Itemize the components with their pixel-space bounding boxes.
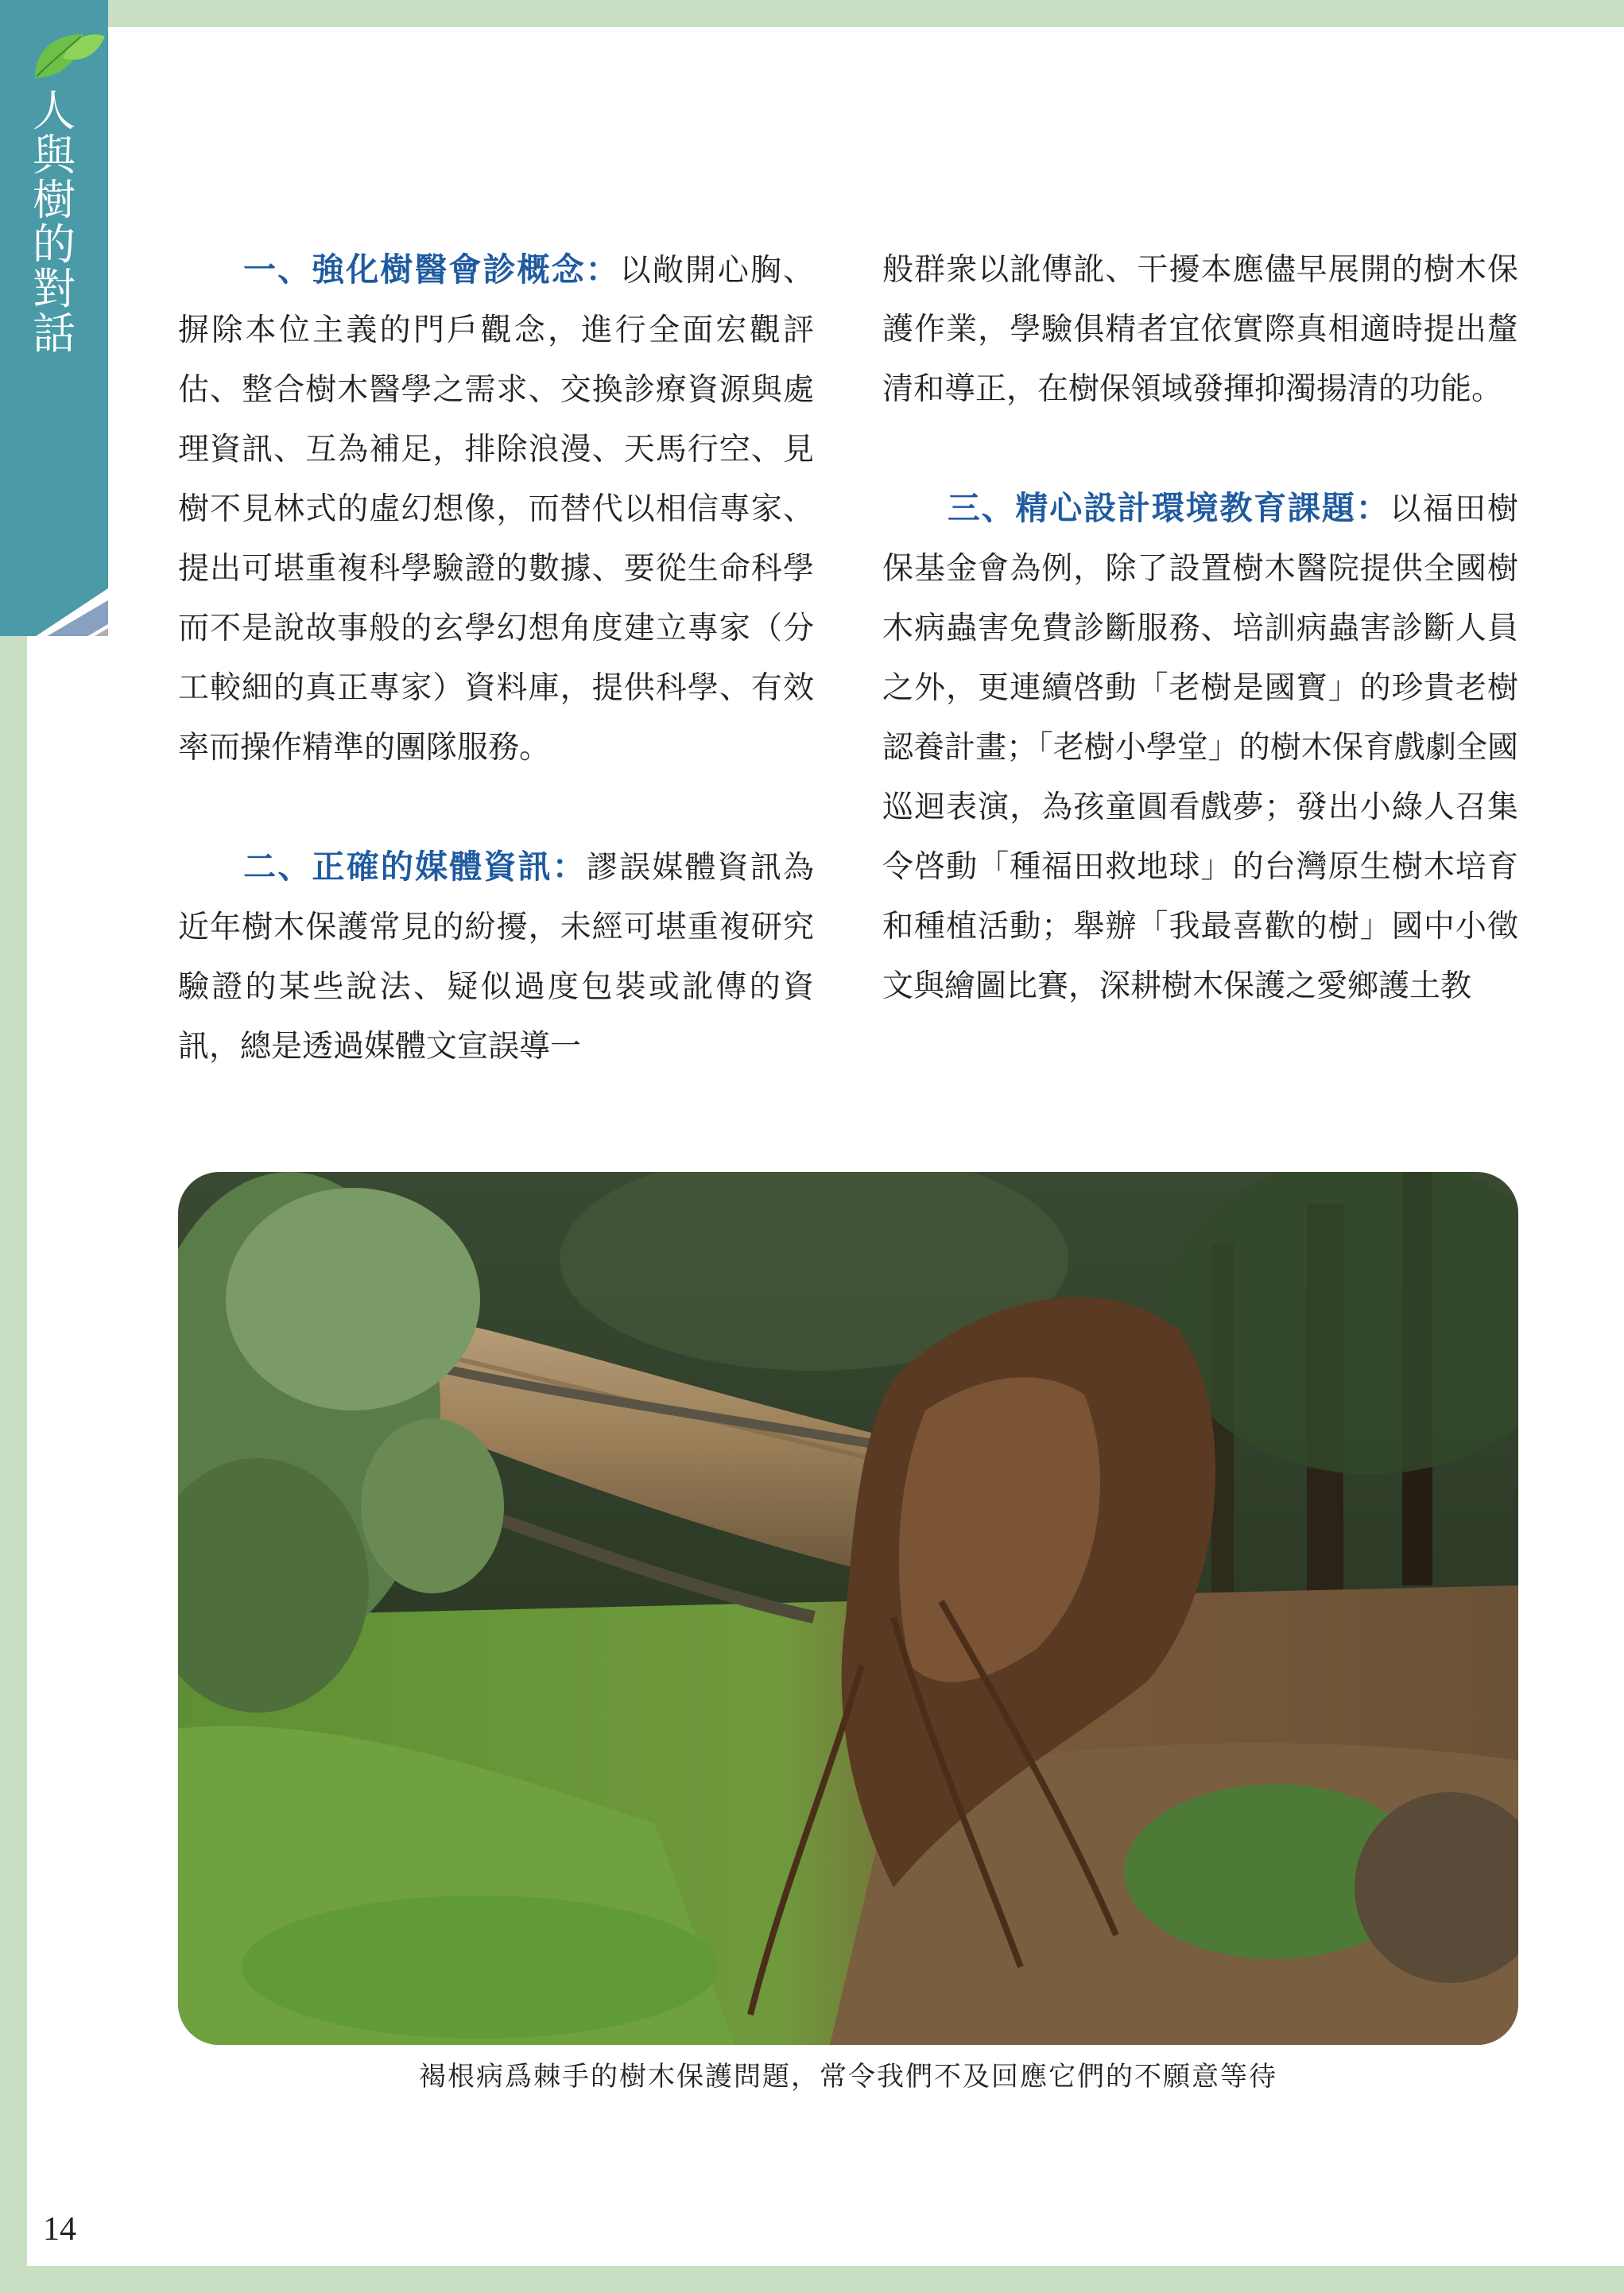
section-3-paragraph (882, 479, 1518, 1016)
section-3-text: 以福田樹保基金會為例，除了設置樹木醫院提供全國樹木病蟲害免費診斷服務、培訓病蟲害診斷人員之外，更連續啓動「老樹是國寶」的珍貴老樹認養計畫；「老樹小學堂」的樹木保育戲劇全國巡迴表演，為孩童圓看戲夢；發出小綠人召集令啓動「種福田救地球」的台灣原生樹木培育和種植活動；舉辦「我最喜歡的樹」國中小徵文與繪圖比賽，深耕樹木保護之愛鄉護土教 (882, 491, 1518, 1004)
side-title-char: 與 (33, 130, 76, 180)
section-2-continued-paragraph (882, 240, 1518, 419)
section-2-continued-text: 般群衆以訛傳訛、干擾本應儘早展開的樹木保護作業，學驗俱精者宜依實際真相適時提出釐清和導正，在樹保領域發揮抑濁揚清的功能。 (882, 252, 1518, 407)
side-title-char: 話 (33, 308, 76, 359)
section-2-heading: 二、正確的媒體資訊： (242, 848, 587, 886)
article-left-column (178, 240, 814, 1077)
section-1-heading: 一、強化樹醫會診概念： (242, 250, 620, 289)
section-3-heading: 三、精心設計環境教育課題： (946, 489, 1390, 527)
side-title-char: 樹 (33, 175, 76, 225)
article-right-column (882, 240, 1518, 1016)
side-tab-title (29, 86, 79, 359)
page-frame-bottom (0, 2266, 1624, 2293)
section-2-text: 謬誤媒體資訊為近年樹木保護常見的紛擾，未經可堪重複研究驗證的某些說法、疑似過度包裝或訛傳的資訊，總是透過媒體文宣誤導一 (178, 850, 814, 1065)
leaf-icon (27, 22, 107, 86)
side-title-char: 的 (33, 219, 76, 270)
page-frame-top (0, 0, 1624, 27)
section-1-text: 以敞開心胸、摒除本位主義的門戶觀念，進行全面宏觀評估、整合樹木醫學之需求、交換診療資源與處理資訊、互為補足，排除浪漫、天馬行空、見樹不見林式的虛幻想像，而替代以相信專家、提出可堪重複科學驗證的數據、要從生命科學而不是說故事般的玄學幻想角度建立專家（分工較細的真正專家）資料庫，提供科學、有效率而操作精準的團隊服務。 (178, 253, 814, 766)
photo-caption: 褐根病爲棘手的樹木保護問題，常令我們不及回應它們的不願意等待 (419, 2061, 1277, 2093)
side-title-char: 對 (33, 264, 76, 314)
section-2-paragraph (178, 837, 814, 1077)
section-1-paragraph (178, 240, 814, 778)
fallen-tree-photo (178, 1172, 1518, 2045)
page-number: 14 (43, 2211, 76, 2248)
side-title-char: 人 (33, 86, 76, 136)
